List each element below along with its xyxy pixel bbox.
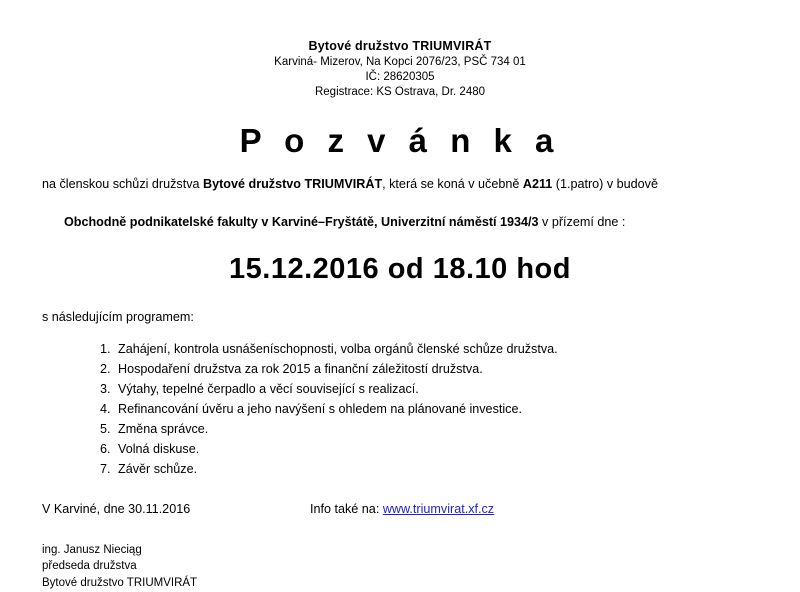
intro-text-part3: (1.patro) v budově: [552, 177, 658, 192]
signature-organization: Bytové družstvo TRIUMVIRÁT: [42, 576, 198, 589]
footer-row: [42, 502, 758, 520]
intro-text-part1: na členskou schůzi družstva: [42, 177, 204, 192]
venue-floor: v přízemí dne :: [538, 214, 626, 229]
list-item: 7. Závěr schůze.: [114, 460, 758, 480]
organization-name: Bytové družstvo TRIUMVIRÁT: [308, 39, 492, 53]
info-label: Info také na:: [310, 501, 380, 516]
list-item: 3. Výtahy, tepelné čerpadlo a věcí související s realizací.: [114, 380, 758, 400]
list-item: 6. Volná diskuse.: [114, 440, 758, 460]
company-id: IČ: 28620305: [365, 70, 435, 83]
list-item: 2. Hospodaření družstva za rok 2015 a finanční záležitostí družstva.: [114, 360, 758, 380]
registration-info: Registrace: KS Ostrava, Dr. 2480: [314, 85, 486, 98]
intro-organization: Bytové družstvo TRIUMVIRÁT: [203, 177, 383, 192]
list-item: 5. Změna správce.: [114, 420, 758, 440]
intro-room: A211: [522, 177, 553, 192]
list-item: 4. Refinancování úvěru a jeho navýšení s ohledem na plánované investice.: [114, 400, 758, 420]
info-line: [310, 502, 494, 516]
list-item: 1. Zahájení, kontrola usnášeníschopnosti, volba orgánů členské schůze družstva.: [114, 340, 758, 360]
signature-name: ing. Janusz Nieciąg: [42, 543, 142, 556]
document-title: P o z v á n k a: [239, 122, 561, 160]
meeting-date: 15.12.2016 od 18.10 hod: [229, 253, 571, 286]
intro-text-part2: , která se koná v učebně: [382, 177, 523, 192]
venue-line: [64, 214, 758, 232]
place-and-date: V Karviné, dne 30.11.2016: [42, 501, 191, 516]
signature-role: předseda družstva: [42, 560, 137, 573]
letterhead: [42, 38, 758, 100]
program-lead: s následujícím programem:: [42, 310, 194, 325]
venue-faculty: Obchodně podnikatelské fakulty v Karviné–Fryštátě, Univerzitní náměstí 1934/3: [64, 214, 539, 229]
signature-block: [42, 542, 758, 592]
organization-address: Karviná- Mizerov, Na Kopci 2076/23, PSČ 734 01: [274, 55, 526, 68]
invitation-intro: [42, 176, 758, 194]
website-link[interactable]: www.triumvirat.xf.cz: [382, 501, 495, 516]
program-list: [42, 340, 758, 479]
